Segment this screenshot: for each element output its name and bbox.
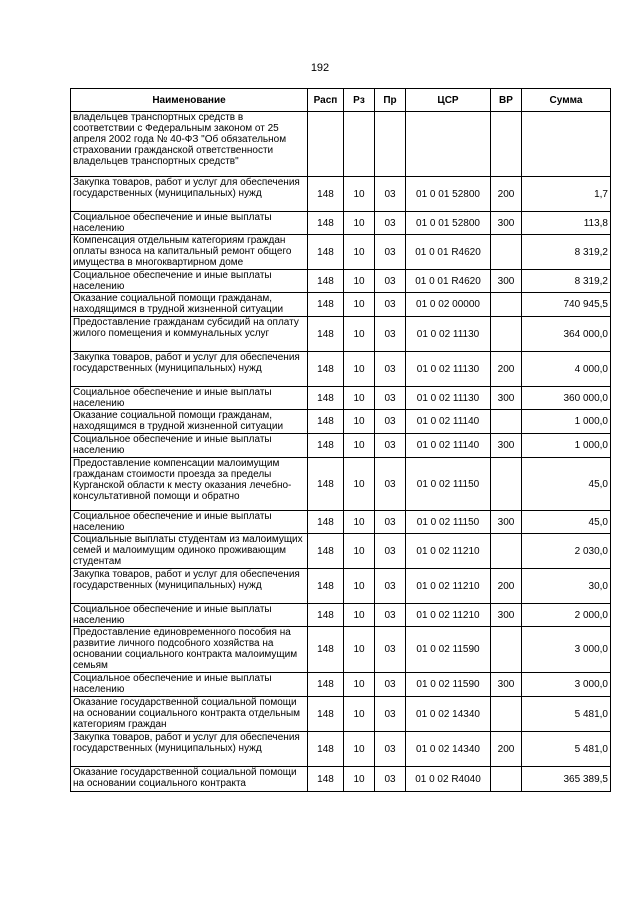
header-rz: Рз xyxy=(344,89,375,112)
row-rz: 10 xyxy=(344,767,375,792)
row-sum: 2 030,0 xyxy=(522,534,611,569)
row-sum: 45,0 xyxy=(522,458,611,511)
row-rz: 10 xyxy=(344,235,375,270)
row-csr: 01 0 02 11590 xyxy=(406,673,491,697)
row-pr: 03 xyxy=(375,235,406,270)
row-vr: 300 xyxy=(491,387,522,410)
header-rasp: Расп xyxy=(308,89,344,112)
row-pr: 03 xyxy=(375,511,406,534)
row-pr: 03 xyxy=(375,270,406,293)
row-rz: 10 xyxy=(344,569,375,604)
row-name: Закупка товаров, работ и услуг для обеспечения государственных (муниципальных) нужд xyxy=(71,732,308,767)
row-rz: 10 xyxy=(344,177,375,212)
row-sum: 1 000,0 xyxy=(522,434,611,458)
row-rasp: 148 xyxy=(308,732,344,767)
row-vr xyxy=(491,767,522,792)
row-rz: 10 xyxy=(344,458,375,511)
row-csr: 01 0 02 11210 xyxy=(406,569,491,604)
row-name: Социальное обеспечение и иные выплаты населению xyxy=(71,604,308,627)
row-name: владельцев транспортных средств в соответствии с Федеральным законом от 25 апреля 2002 года № 40-ФЗ "Об обязательном страховании гражданской ответственности владельцев транспортных средств" xyxy=(71,112,308,177)
row-vr xyxy=(491,697,522,732)
table-row xyxy=(71,387,611,410)
row-rz: 10 xyxy=(344,534,375,569)
row-sum: 8 319,2 xyxy=(522,235,611,270)
row-vr: 300 xyxy=(491,673,522,697)
row-rz: 10 xyxy=(344,270,375,293)
row-vr xyxy=(491,458,522,511)
header-pr: Пр xyxy=(375,89,406,112)
table-row xyxy=(71,293,611,317)
row-vr: 300 xyxy=(491,212,522,235)
table-row xyxy=(71,673,611,697)
row-vr: 300 xyxy=(491,511,522,534)
table-row xyxy=(71,270,611,293)
row-csr: 01 0 02 14340 xyxy=(406,732,491,767)
row-csr xyxy=(406,112,491,177)
row-pr: 03 xyxy=(375,627,406,673)
row-csr: 01 0 02 00000 xyxy=(406,293,491,317)
row-csr: 01 0 02 11130 xyxy=(406,317,491,352)
row-rz: 10 xyxy=(344,293,375,317)
row-rz: 10 xyxy=(344,511,375,534)
row-rz: 10 xyxy=(344,604,375,627)
row-sum: 360 000,0 xyxy=(522,387,611,410)
row-csr: 01 0 02 11590 xyxy=(406,627,491,673)
row-sum: 5 481,0 xyxy=(522,732,611,767)
row-name: Закупка товаров, работ и услуг для обеспечения государственных (муниципальных) нужд xyxy=(71,177,308,212)
row-rasp: 148 xyxy=(308,697,344,732)
row-name: Предоставление гражданам субсидий на оплату жилого помещения и коммунальных услуг xyxy=(71,317,308,352)
row-csr: 01 0 02 11210 xyxy=(406,534,491,569)
table-row xyxy=(71,410,611,434)
row-name: Социальное обеспечение и иные выплаты населению xyxy=(71,434,308,458)
row-pr: 03 xyxy=(375,212,406,235)
row-rasp: 148 xyxy=(308,352,344,387)
row-rasp: 148 xyxy=(308,177,344,212)
row-rz: 10 xyxy=(344,434,375,458)
row-rasp xyxy=(308,112,344,177)
table-row xyxy=(71,511,611,534)
table-row xyxy=(71,732,611,767)
table-row xyxy=(71,604,611,627)
table-row xyxy=(71,767,611,792)
row-rasp: 148 xyxy=(308,673,344,697)
table-row xyxy=(71,569,611,604)
row-name: Компенсация отдельным категориям граждан оплаты взноса на капитальный ремонт общего имущества в многоквартирном доме xyxy=(71,235,308,270)
row-name: Закупка товаров, работ и услуг для обеспечения государственных (муниципальных) нужд xyxy=(71,352,308,387)
row-rasp: 148 xyxy=(308,410,344,434)
row-sum: 30,0 xyxy=(522,569,611,604)
row-name: Оказание социальной помощи гражданам, находящимся в трудной жизненной ситуации xyxy=(71,410,308,434)
row-sum: 740 945,5 xyxy=(522,293,611,317)
row-csr: 01 0 01 52800 xyxy=(406,212,491,235)
row-rasp: 148 xyxy=(308,293,344,317)
row-pr: 03 xyxy=(375,352,406,387)
row-sum xyxy=(522,112,611,177)
row-vr xyxy=(491,112,522,177)
row-csr: 01 0 02 11140 xyxy=(406,410,491,434)
row-pr: 03 xyxy=(375,732,406,767)
table-row xyxy=(71,235,611,270)
table-row xyxy=(71,352,611,387)
row-vr: 200 xyxy=(491,569,522,604)
row-rasp: 148 xyxy=(308,534,344,569)
row-csr: 01 0 02 11150 xyxy=(406,511,491,534)
row-rz: 10 xyxy=(344,410,375,434)
table-row xyxy=(71,212,611,235)
row-vr xyxy=(491,317,522,352)
row-rasp: 148 xyxy=(308,235,344,270)
row-name: Оказание государственной социальной помощи на основании социального контракта xyxy=(71,767,308,792)
row-vr: 200 xyxy=(491,177,522,212)
row-rasp: 148 xyxy=(308,317,344,352)
row-name: Социальное обеспечение и иные выплаты населению xyxy=(71,673,308,697)
row-sum: 5 481,0 xyxy=(522,697,611,732)
row-rz: 10 xyxy=(344,627,375,673)
row-csr: 01 0 02 R4040 xyxy=(406,767,491,792)
row-name: Предоставление компенсации малоимущим гражданам стоимости проезда за пределы Курганской области к месту оказания лечебно-консультативной помощи и обратно xyxy=(71,458,308,511)
row-sum: 3 000,0 xyxy=(522,627,611,673)
row-csr: 01 0 02 11130 xyxy=(406,387,491,410)
row-rz: 10 xyxy=(344,352,375,387)
row-rasp: 148 xyxy=(308,434,344,458)
row-pr: 03 xyxy=(375,569,406,604)
row-rz: 10 xyxy=(344,697,375,732)
header-name: Наименование xyxy=(71,89,308,112)
row-name: Социальное обеспечение и иные выплаты населению xyxy=(71,387,308,410)
table-row xyxy=(71,534,611,569)
row-csr: 01 0 02 11140 xyxy=(406,434,491,458)
header-vr: ВР xyxy=(491,89,522,112)
row-sum: 113,8 xyxy=(522,212,611,235)
table-row xyxy=(71,458,611,511)
header-sum: Сумма xyxy=(522,89,611,112)
row-rasp: 148 xyxy=(308,767,344,792)
row-csr: 01 0 02 11210 xyxy=(406,604,491,627)
row-pr: 03 xyxy=(375,434,406,458)
row-vr: 200 xyxy=(491,352,522,387)
row-csr: 01 0 01 R4620 xyxy=(406,235,491,270)
row-rasp: 148 xyxy=(308,627,344,673)
row-rz: 10 xyxy=(344,212,375,235)
row-sum: 45,0 xyxy=(522,511,611,534)
header-csr: ЦСР xyxy=(406,89,491,112)
row-name: Оказание социальной помощи гражданам, находящимся в трудной жизненной ситуации xyxy=(71,293,308,317)
table-row xyxy=(71,317,611,352)
row-pr: 03 xyxy=(375,767,406,792)
page-number: 192 xyxy=(310,62,330,74)
row-pr: 03 xyxy=(375,293,406,317)
row-csr: 01 0 02 11150 xyxy=(406,458,491,511)
row-sum: 8 319,2 xyxy=(522,270,611,293)
row-rz xyxy=(344,112,375,177)
row-pr: 03 xyxy=(375,534,406,569)
row-rz: 10 xyxy=(344,673,375,697)
row-pr: 03 xyxy=(375,317,406,352)
budget-table xyxy=(70,88,611,792)
row-csr: 01 0 01 R4620 xyxy=(406,270,491,293)
row-vr xyxy=(491,293,522,317)
row-pr: 03 xyxy=(375,697,406,732)
row-vr xyxy=(491,235,522,270)
row-sum: 3 000,0 xyxy=(522,673,611,697)
row-pr: 03 xyxy=(375,604,406,627)
row-rz: 10 xyxy=(344,387,375,410)
row-csr: 01 0 01 52800 xyxy=(406,177,491,212)
row-rasp: 148 xyxy=(308,387,344,410)
table-row xyxy=(71,434,611,458)
row-vr: 200 xyxy=(491,732,522,767)
row-sum: 365 389,5 xyxy=(522,767,611,792)
row-name: Социальное обеспечение и иные выплаты населению xyxy=(71,212,308,235)
row-csr: 01 0 02 14340 xyxy=(406,697,491,732)
row-vr xyxy=(491,410,522,434)
row-name: Социальное обеспечение и иные выплаты населению xyxy=(71,270,308,293)
row-sum: 364 000,0 xyxy=(522,317,611,352)
row-pr: 03 xyxy=(375,410,406,434)
row-sum: 2 000,0 xyxy=(522,604,611,627)
row-rz: 10 xyxy=(344,317,375,352)
row-csr: 01 0 02 11130 xyxy=(406,352,491,387)
row-rz: 10 xyxy=(344,732,375,767)
row-pr: 03 xyxy=(375,387,406,410)
row-vr: 300 xyxy=(491,270,522,293)
row-pr: 03 xyxy=(375,458,406,511)
row-rasp: 148 xyxy=(308,511,344,534)
table-row xyxy=(71,177,611,212)
row-rasp: 148 xyxy=(308,458,344,511)
row-sum: 1,7 xyxy=(522,177,611,212)
row-rasp: 148 xyxy=(308,604,344,627)
row-vr xyxy=(491,627,522,673)
row-vr: 300 xyxy=(491,434,522,458)
row-sum: 1 000,0 xyxy=(522,410,611,434)
row-pr xyxy=(375,112,406,177)
header-row xyxy=(71,89,611,112)
row-name: Социальные выплаты студентам из малоимущих семей и малоимущим одиноко проживающим студентам xyxy=(71,534,308,569)
row-pr: 03 xyxy=(375,673,406,697)
row-pr: 03 xyxy=(375,177,406,212)
table-row xyxy=(71,112,611,177)
row-sum: 4 000,0 xyxy=(522,352,611,387)
row-rasp: 148 xyxy=(308,270,344,293)
row-vr xyxy=(491,534,522,569)
row-name: Социальное обеспечение и иные выплаты населению xyxy=(71,511,308,534)
table-row xyxy=(71,627,611,673)
row-rasp: 148 xyxy=(308,212,344,235)
table-row xyxy=(71,697,611,732)
row-vr: 300 xyxy=(491,604,522,627)
row-rasp: 148 xyxy=(308,569,344,604)
row-name: Предоставление единовременного пособия на развитие личного подсобного хозяйства на основании социального контракта малоимущим семьям xyxy=(71,627,308,673)
row-name: Оказание государственной социальной помощи на основании социального контракта отдельным категориям граждан xyxy=(71,697,308,732)
row-name: Закупка товаров, работ и услуг для обеспечения государственных (муниципальных) нужд xyxy=(71,569,308,604)
